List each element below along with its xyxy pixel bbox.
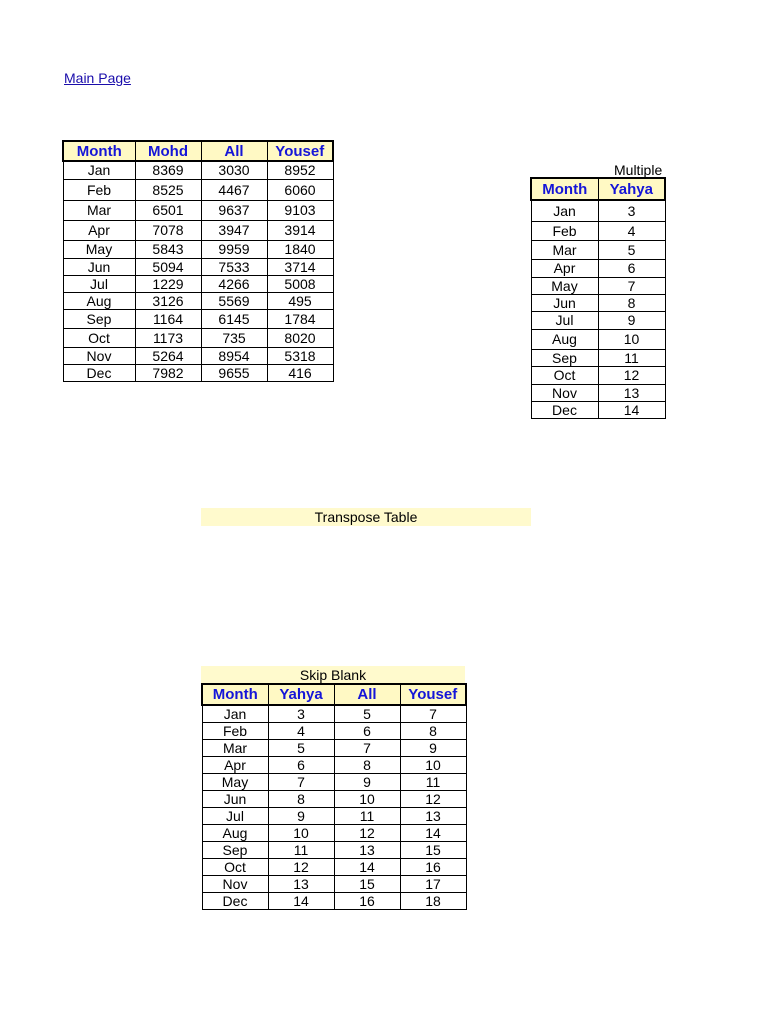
table-cell: 17 <box>400 875 466 892</box>
table-cell: 5843 <box>135 240 201 258</box>
table-cell: 6145 <box>201 309 267 328</box>
table-row <box>531 277 665 294</box>
table-cell: 4266 <box>201 275 267 292</box>
table-cell: 9 <box>400 739 466 756</box>
table-cell: Nov <box>202 875 268 892</box>
table-cell: Sep <box>63 309 135 328</box>
column-header: Yahya <box>598 178 665 200</box>
table-cell: 7078 <box>135 220 201 240</box>
table-cell: 9637 <box>201 200 267 220</box>
table-cell: Oct <box>63 328 135 347</box>
table-row <box>202 807 466 824</box>
table-cell: Feb <box>531 221 598 240</box>
table-cell: May <box>531 277 598 294</box>
transpose-table-label: Transpose Table <box>201 508 531 526</box>
table-cell: 3 <box>598 200 665 221</box>
table-cell: Mar <box>531 240 598 259</box>
table-row <box>63 347 333 364</box>
table-cell: 9 <box>268 807 334 824</box>
table-header-row <box>202 684 466 705</box>
table-cell: 13 <box>598 384 665 401</box>
table-cell: 16 <box>400 858 466 875</box>
table-cell: 8369 <box>135 161 201 179</box>
table-cell: 15 <box>400 841 466 858</box>
table-cell: Apr <box>531 259 598 277</box>
table-cell: 6060 <box>267 179 333 200</box>
table-cell: Jul <box>531 311 598 329</box>
column-header: Month <box>63 141 135 161</box>
column-header: Month <box>202 684 268 705</box>
table-cell: 1840 <box>267 240 333 258</box>
table-cell: 12 <box>334 824 400 841</box>
table-row <box>202 790 466 807</box>
table-cell: Sep <box>531 349 598 366</box>
table-cell: 416 <box>267 364 333 381</box>
table-row <box>63 240 333 258</box>
table-cell: 13 <box>400 807 466 824</box>
table-cell: 1164 <box>135 309 201 328</box>
table-cell: Jun <box>202 790 268 807</box>
main-page-link[interactable]: Main Page <box>64 70 131 86</box>
column-header: Yousef <box>400 684 466 705</box>
table-cell: 6 <box>334 722 400 739</box>
table-cell: Feb <box>202 722 268 739</box>
table-row <box>531 384 665 401</box>
column-header: Yousef <box>267 141 333 161</box>
table-cell: 5094 <box>135 258 201 275</box>
monthly-data-table <box>62 140 334 382</box>
table-cell: 1229 <box>135 275 201 292</box>
table-cell: Aug <box>531 329 598 349</box>
table-cell: Sep <box>202 841 268 858</box>
table-cell: 14 <box>598 401 665 418</box>
table-row <box>63 309 333 328</box>
table-row <box>202 892 466 909</box>
table-cell: 14 <box>400 824 466 841</box>
table-row <box>202 824 466 841</box>
table-row <box>531 329 665 349</box>
table-cell: 7982 <box>135 364 201 381</box>
table-cell: 4467 <box>201 179 267 200</box>
table-cell: 8952 <box>267 161 333 179</box>
table-cell: 6 <box>598 259 665 277</box>
column-header: Yahya <box>268 684 334 705</box>
column-header: Mohd <box>135 141 201 161</box>
table-cell: Oct <box>202 858 268 875</box>
table-cell: 4 <box>598 221 665 240</box>
table-cell: 8 <box>334 756 400 773</box>
table-row <box>202 739 466 756</box>
table-cell: Jan <box>202 705 268 722</box>
table-row <box>63 328 333 347</box>
table-cell: 1784 <box>267 309 333 328</box>
table-cell: 5008 <box>267 275 333 292</box>
table-cell: 11 <box>268 841 334 858</box>
table-cell: 3714 <box>267 258 333 275</box>
table-row <box>63 220 333 240</box>
table-cell: 7 <box>598 277 665 294</box>
table-cell: 12 <box>268 858 334 875</box>
table-cell: 8020 <box>267 328 333 347</box>
table-row <box>531 311 665 329</box>
table-cell: 9655 <box>201 364 267 381</box>
table-cell: 3 <box>268 705 334 722</box>
table-row <box>202 858 466 875</box>
table-cell: 5569 <box>201 292 267 309</box>
table-cell: 8 <box>268 790 334 807</box>
table-row <box>202 875 466 892</box>
table-cell: 12 <box>400 790 466 807</box>
table-cell: 7533 <box>201 258 267 275</box>
table-cell: 14 <box>334 858 400 875</box>
table-cell: 4 <box>268 722 334 739</box>
table-cell: 16 <box>334 892 400 909</box>
table-cell: 5264 <box>135 347 201 364</box>
table-row <box>202 756 466 773</box>
table-cell: Aug <box>63 292 135 309</box>
table-cell: 3914 <box>267 220 333 240</box>
table-cell: Nov <box>63 347 135 364</box>
table-cell: 495 <box>267 292 333 309</box>
table-cell: 5 <box>334 705 400 722</box>
table-cell: Feb <box>63 179 135 200</box>
table-row <box>531 259 665 277</box>
table-cell: 1173 <box>135 328 201 347</box>
table-cell: 10 <box>334 790 400 807</box>
table-row <box>531 366 665 384</box>
table-cell: 9 <box>598 311 665 329</box>
table-row <box>202 705 466 722</box>
table-cell: 3126 <box>135 292 201 309</box>
table-row <box>202 722 466 739</box>
table-cell: May <box>63 240 135 258</box>
table-row <box>531 401 665 418</box>
table-cell: Mar <box>202 739 268 756</box>
table-cell: 3030 <box>201 161 267 179</box>
table-cell: 8 <box>598 294 665 311</box>
table-cell: Jan <box>63 161 135 179</box>
table-cell: 7 <box>334 739 400 756</box>
table-cell: 9959 <box>201 240 267 258</box>
table-row <box>202 773 466 790</box>
skip-blank-table <box>201 683 467 910</box>
multiple-label: Multiple <box>614 162 663 178</box>
table-cell: 735 <box>201 328 267 347</box>
table-row <box>531 294 665 311</box>
table-cell: 9103 <box>267 200 333 220</box>
table-cell: 8525 <box>135 179 201 200</box>
column-header: Month <box>531 178 598 200</box>
table-row <box>63 200 333 220</box>
table-cell: 10 <box>400 756 466 773</box>
table-row <box>63 258 333 275</box>
table-cell: 10 <box>268 824 334 841</box>
table-row <box>531 240 665 259</box>
table-cell: 5 <box>268 739 334 756</box>
table-cell: Aug <box>202 824 268 841</box>
table-cell: 8954 <box>201 347 267 364</box>
multiple-table <box>530 177 666 419</box>
table-cell: 8 <box>400 722 466 739</box>
table-cell: 15 <box>334 875 400 892</box>
table-row <box>531 200 665 221</box>
table-cell: 9 <box>334 773 400 790</box>
table-cell: Oct <box>531 366 598 384</box>
table-cell: Jul <box>63 275 135 292</box>
table-cell: 6 <box>268 756 334 773</box>
table-cell: Mar <box>63 200 135 220</box>
table-cell: Jan <box>531 200 598 221</box>
column-header: All <box>334 684 400 705</box>
table-row <box>63 292 333 309</box>
table-cell: 7 <box>268 773 334 790</box>
table-cell: Dec <box>531 401 598 418</box>
table-cell: Nov <box>531 384 598 401</box>
table-cell: 12 <box>598 366 665 384</box>
table-cell: Dec <box>63 364 135 381</box>
table-cell: 13 <box>334 841 400 858</box>
table-cell: Apr <box>63 220 135 240</box>
table-row <box>63 364 333 381</box>
table-row <box>63 275 333 292</box>
table-cell: 6501 <box>135 200 201 220</box>
table-cell: Dec <box>202 892 268 909</box>
table-header-row <box>63 141 333 161</box>
table-cell: Jun <box>531 294 598 311</box>
column-header: All <box>201 141 267 161</box>
table-row <box>531 349 665 366</box>
table-cell: 5 <box>598 240 665 259</box>
skip-blank-label: Skip Blank <box>201 666 465 684</box>
table-row <box>63 161 333 179</box>
table-cell: 14 <box>268 892 334 909</box>
table-row <box>202 841 466 858</box>
table-cell: 5318 <box>267 347 333 364</box>
table-cell: 11 <box>598 349 665 366</box>
table-row <box>531 221 665 240</box>
table-cell: 7 <box>400 705 466 722</box>
table-cell: Jun <box>63 258 135 275</box>
table-cell: Apr <box>202 756 268 773</box>
table-row <box>63 179 333 200</box>
table-cell: 10 <box>598 329 665 349</box>
table-header-row <box>531 178 665 200</box>
table-cell: 18 <box>400 892 466 909</box>
table-cell: May <box>202 773 268 790</box>
table-cell: 13 <box>268 875 334 892</box>
table-cell: Jul <box>202 807 268 824</box>
table-cell: 3947 <box>201 220 267 240</box>
table-cell: 11 <box>334 807 400 824</box>
table-cell: 11 <box>400 773 466 790</box>
